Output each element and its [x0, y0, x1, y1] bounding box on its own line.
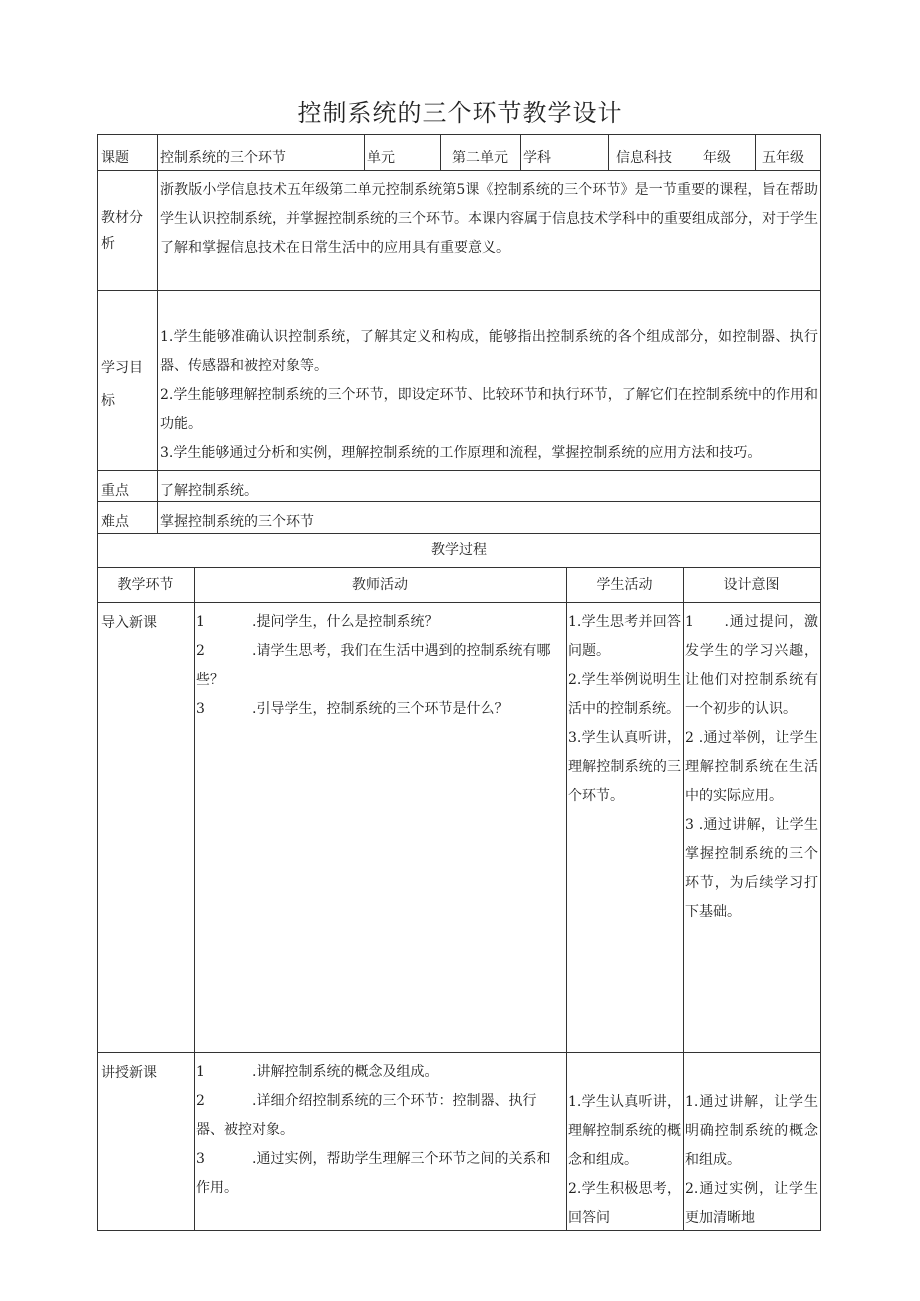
goals-label: 学习目 标	[101, 360, 143, 409]
unit-value: 第二单元	[452, 150, 508, 166]
teacher-step: 2 .详细介绍控制系统的三个环节：控制器、执行器、被控对象。	[196, 1093, 537, 1138]
teacher-step: 1 .提问学生，什么是控制系统？	[196, 614, 439, 630]
teacher-step: 3 .引导学生，控制系统的三个环节是什么？	[196, 701, 509, 717]
process-heading: 教学过程	[431, 542, 487, 558]
analysis-label: 教材分 析	[101, 210, 143, 252]
goal-item: 2.学生能够理解控制系统的三个环节，即设定环节、比较环节和执行环节，了解它们在控制系统中的作用和功能。	[160, 387, 818, 432]
intent-item: 1 .通过提问，激发学生的学习兴趣，让他们对控制系统有一个初步的认识。	[685, 614, 818, 717]
student-item: 3.学生认真听讲，理解控制系统的三个环节。	[568, 730, 681, 804]
difficulty-label: 难点	[101, 514, 129, 530]
design-intent	[685, 1088, 818, 1233]
student-activity	[568, 1088, 681, 1233]
teacher-activity	[196, 608, 564, 724]
intent-item: 2.通过实例，让学生更加清晰地	[685, 1181, 818, 1226]
page-title: 控制系统的三个环节教学设计	[297, 99, 623, 127]
section-stage: 讲授新课	[101, 1065, 157, 1081]
intent-item: 3 .通过讲解，让学生掌握控制系统的三个环节，为后续学习打下基础。	[685, 817, 818, 920]
difficulty-value: 掌握控制系统的三个环节	[160, 514, 314, 530]
header-student: 学生活动	[596, 577, 653, 593]
teacher-step: 1 .讲解控制系统的概念及组成。	[196, 1064, 439, 1080]
grade-label: 年级	[703, 150, 731, 166]
intent-item: 2 .通过举例，让学生理解控制系统在生活中的实际应用。	[685, 730, 818, 804]
header-intent: 设计意图	[723, 577, 780, 593]
section-stage: 导入新课	[101, 615, 157, 631]
topic-value: 控制系统的三个环节	[160, 150, 286, 166]
header-teacher: 教师活动	[352, 577, 408, 593]
teacher-step: 3 .通过实例，帮助学生理解三个环节之间的关系和作用。	[196, 1151, 551, 1196]
unit-label: 单元	[367, 150, 395, 166]
student-item: 2.学生积极思考，回答问	[568, 1181, 681, 1226]
topic-label: 课题	[101, 150, 129, 166]
key-point-label: 重点	[101, 483, 129, 499]
subject-value: 信息科技	[616, 150, 672, 166]
grade-value: 五年级	[762, 150, 804, 166]
student-item: 1.学生思考并回答问题。	[568, 614, 681, 659]
intent-item: 1.通过讲解，让学生明确控制系统的概念和组成。	[685, 1094, 818, 1168]
teacher-step: 2 .请学生思考，我们在生活中遇到的控制系统有哪些？	[196, 643, 551, 688]
header-stage: 教学环节	[117, 577, 174, 593]
teacher-activity	[196, 1058, 564, 1203]
student-activity	[568, 608, 681, 811]
subject-label: 学科	[523, 150, 551, 166]
goals-list	[160, 323, 818, 468]
key-point-value: 了解控制系统。	[160, 483, 258, 499]
goal-item: 3.学生能够通过分析和实例，理解控制系统的工作原理和流程，掌握控制系统的应用方法和技巧。	[160, 445, 762, 461]
student-item: 1.学生认真听讲，理解控制系统的概念和组成。	[568, 1094, 681, 1168]
student-item: 2.学生举例说明生活中的控制系统。	[568, 672, 681, 717]
design-intent	[685, 608, 818, 927]
goal-item: 1.学生能够准确认识控制系统，了解其定义和构成，能够指出控制系统的各个组成部分，如控制器、执行器、传感器和被控对象等。	[160, 329, 818, 374]
analysis-text: 浙教版小学信息技术五年级第二单元控制系统第5课《控制系统的三个环节》是一节重要的课程，旨在帮助学生认识控制系统，并掌握控制系统的三个环节。本课内容属于信息技术学科中的重要组成部分，对于学生了解和掌握信息技术在日常生活中的应用具有重要意义。	[160, 182, 818, 256]
